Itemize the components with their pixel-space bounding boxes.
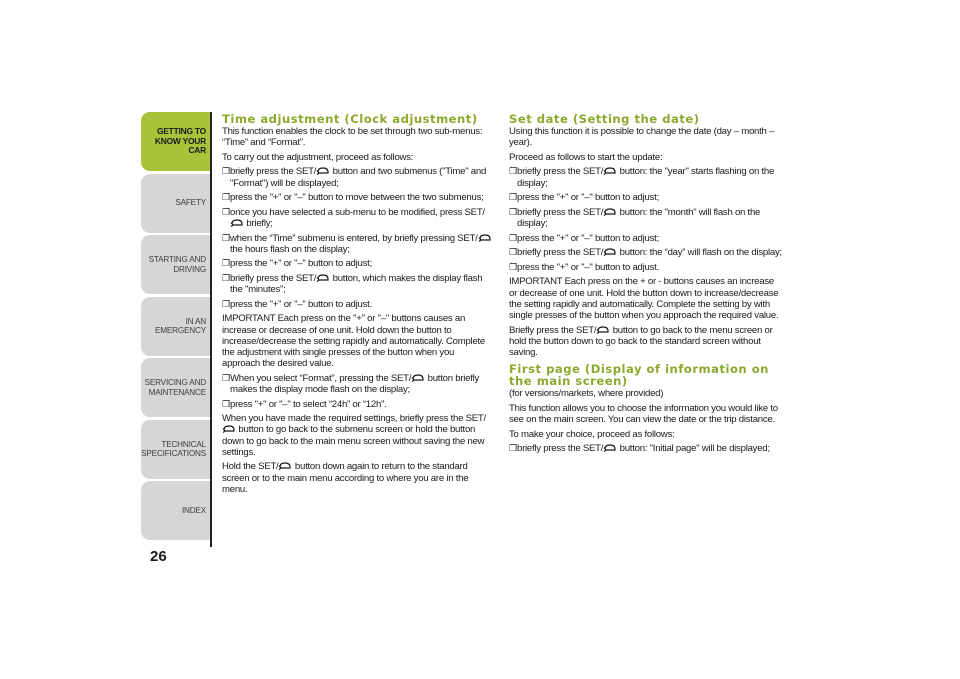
paragraph: This function enables the clock to be set through two sub-menus: “Time” and “Format”. (222, 126, 483, 149)
list-item (509, 443, 784, 454)
paragraph (222, 461, 494, 495)
list-item (509, 166, 784, 188)
tab-label: TECHNICAL SPECIFICATIONS (141, 439, 206, 458)
text: briefly press the SET/ (517, 166, 604, 178)
set-return-arrow-icon (603, 208, 617, 216)
list-item (222, 299, 494, 310)
checkbox-bullet-icon: ❐ (509, 192, 517, 203)
list-item (509, 207, 784, 229)
text: press the "+" or "–" button to adjust; (517, 192, 659, 204)
paragraph: This function allows you to choose the information you would like to see on the main screen. You can view the date or the trip distance. (509, 402, 778, 425)
page-number: 26 (150, 548, 167, 565)
text: briefly press the SET/ (230, 272, 317, 284)
checkbox-bullet-icon: ❐ (222, 258, 230, 269)
tab-in-an-emergency[interactable] (141, 297, 210, 356)
set-return-arrow-icon (316, 167, 330, 175)
text: press the "+" or "–" button to adjust. (230, 298, 372, 310)
text: briefly; (244, 217, 273, 229)
list-item (509, 192, 784, 203)
tab-label: INDEX (181, 505, 206, 515)
paragraph: To carry out the adjustment, proceed as follows: (222, 151, 414, 163)
paragraph: Using this function it is possible to change the date (day – month – year). (509, 126, 775, 149)
text: button down again to return to the standard screen or to the main menu according to where you are in the menu. (222, 461, 469, 495)
set-return-arrow-icon (230, 219, 244, 227)
text: button briefly makes the display mode flash on the display; (230, 372, 480, 395)
section-title-first-page: First page (Display of information on the main screen) (509, 362, 769, 389)
list-item (222, 258, 494, 269)
text: press the "+" or "–" button to adjust. (517, 261, 659, 273)
text: Hold the SET/ (222, 461, 279, 473)
list-item (222, 166, 494, 188)
list-item (222, 192, 494, 203)
paragraph (222, 413, 494, 458)
tab-index[interactable] (141, 481, 210, 540)
set-return-arrow-icon (278, 462, 292, 470)
checkbox-bullet-icon: ❐ (509, 261, 517, 272)
text: button: the “day” will flash on the display; (617, 247, 782, 259)
paragraph: To make your choice, proceed as follows: (509, 428, 675, 440)
checkbox-bullet-icon: ❐ (222, 232, 230, 243)
text: button: the "month" will flash on the display; (517, 206, 761, 229)
checkbox-bullet-icon: ❐ (222, 166, 230, 177)
text: When you have made the required settings, briefly press the SET/ (222, 413, 486, 425)
section-tabs (141, 112, 210, 543)
set-return-arrow-icon (596, 326, 610, 334)
text: when the “Time” submenu is entered, by briefly pressing SET/ (230, 232, 478, 244)
paragraph: Proceed as follows to start the update: (509, 151, 663, 163)
checkbox-bullet-icon: ❐ (222, 192, 230, 203)
list-item (222, 399, 494, 410)
important-note: IMPORTANT Each press on the + or - buttons causes an increase or decrease of one unit. Hold the button down to increase/decrease the setting rapidly and automatically. Complete the setting by with single presses of the button when you approach the required value. (509, 276, 779, 321)
set-return-arrow-icon (222, 425, 236, 433)
set-return-arrow-icon (603, 248, 617, 256)
text: button to go back to the submenu screen or hold the button down to go back to the main menu screen without saving the new settings. (222, 424, 485, 458)
tab-starting-and-driving[interactable] (141, 235, 210, 294)
list-item (222, 273, 494, 295)
text: press the "+" or "–" button to adjust; (517, 232, 659, 244)
set-return-arrow-icon (603, 167, 617, 175)
checkbox-bullet-icon: ❐ (509, 166, 517, 177)
set-return-arrow-icon (316, 274, 330, 282)
tab-servicing-and-maintenance[interactable] (141, 358, 210, 417)
checkbox-bullet-icon: ❐ (222, 206, 230, 217)
list-item (509, 233, 784, 244)
checkbox-bullet-icon: ❐ (222, 272, 230, 283)
checkbox-bullet-icon: ❐ (509, 443, 517, 454)
text: the hours flash on the display; (230, 243, 350, 255)
text: briefly press the SET/ (517, 247, 604, 259)
checkbox-bullet-icon: ❐ (509, 247, 517, 258)
checkbox-bullet-icon: ❐ (509, 206, 517, 217)
text: When you select “Format”, pressing the SET/ (230, 372, 412, 384)
text: briefly press the SET/ (517, 206, 604, 218)
text: button to go back to the menu screen or hold the button down to go back to the standard screen without saving. (509, 324, 773, 358)
tab-label: SERVICING AND MAINTENANCE (144, 378, 206, 397)
text: button, which makes the display flash the "minutes"; (230, 272, 483, 296)
set-return-arrow-icon (603, 444, 617, 452)
important-note: IMPORTANT Each press on the "+" or "–" buttons causes an increase or decrease of one unit. Hold down the button to increase/decrease the setting rapidly and automatically. Complete the adjustment with single presses of the button when you approach the desired value. (222, 313, 486, 370)
list-item (222, 233, 494, 255)
tab-getting-to-know-your-car[interactable] (141, 112, 210, 171)
text: button and two submenus ("Time" and "Format") will be displayed; (230, 166, 487, 189)
checkbox-bullet-icon: ❐ (222, 398, 230, 409)
text: press the "+" or "–" button to adjust; (230, 258, 372, 270)
text: button: the "year" starts flashing on the display; (517, 166, 775, 189)
tab-label: GETTING TO KNOW YOUR CAR (154, 126, 206, 156)
right-column (509, 113, 784, 458)
tab-label: IN AN EMERGENCY (155, 316, 206, 335)
text: briefly press the SET/ (230, 166, 317, 178)
tab-label: SAFETY (175, 198, 206, 208)
page-divider (210, 112, 212, 547)
tab-label: STARTING AND DRIVING (148, 255, 206, 274)
checkbox-bullet-icon: ❐ (509, 232, 517, 243)
section-subtitle: (for versions/markets, where provided) (509, 388, 664, 400)
text: press the "+" or "–" button to move between the two submenus; (230, 192, 484, 204)
checkbox-bullet-icon: ❐ (222, 298, 230, 309)
checkbox-bullet-icon: ❐ (222, 372, 230, 383)
text: once you have selected a sub-menu to be modified, press SET/ (230, 206, 485, 218)
list-item (222, 207, 494, 229)
tab-technical-specifications[interactable] (141, 420, 210, 479)
section-title-time-adjustment: Time adjustment (Clock adjustment) (222, 112, 478, 126)
text: briefly press the SET/ (517, 443, 604, 455)
list-item (222, 373, 494, 395)
text: Briefly press the SET/ (509, 324, 597, 336)
paragraph (509, 325, 784, 359)
section-title-set-date: Set date (Setting the date) (509, 112, 700, 126)
text: button: "Initial page" will be displayed; (617, 443, 770, 455)
list-item (509, 262, 784, 273)
set-return-arrow-icon (411, 374, 425, 382)
tab-safety[interactable] (141, 174, 210, 233)
set-return-arrow-icon (478, 234, 492, 242)
text: press "+" or "–" to select “24h” or “12h”. (230, 398, 387, 410)
left-column (222, 113, 494, 498)
list-item (509, 247, 784, 258)
